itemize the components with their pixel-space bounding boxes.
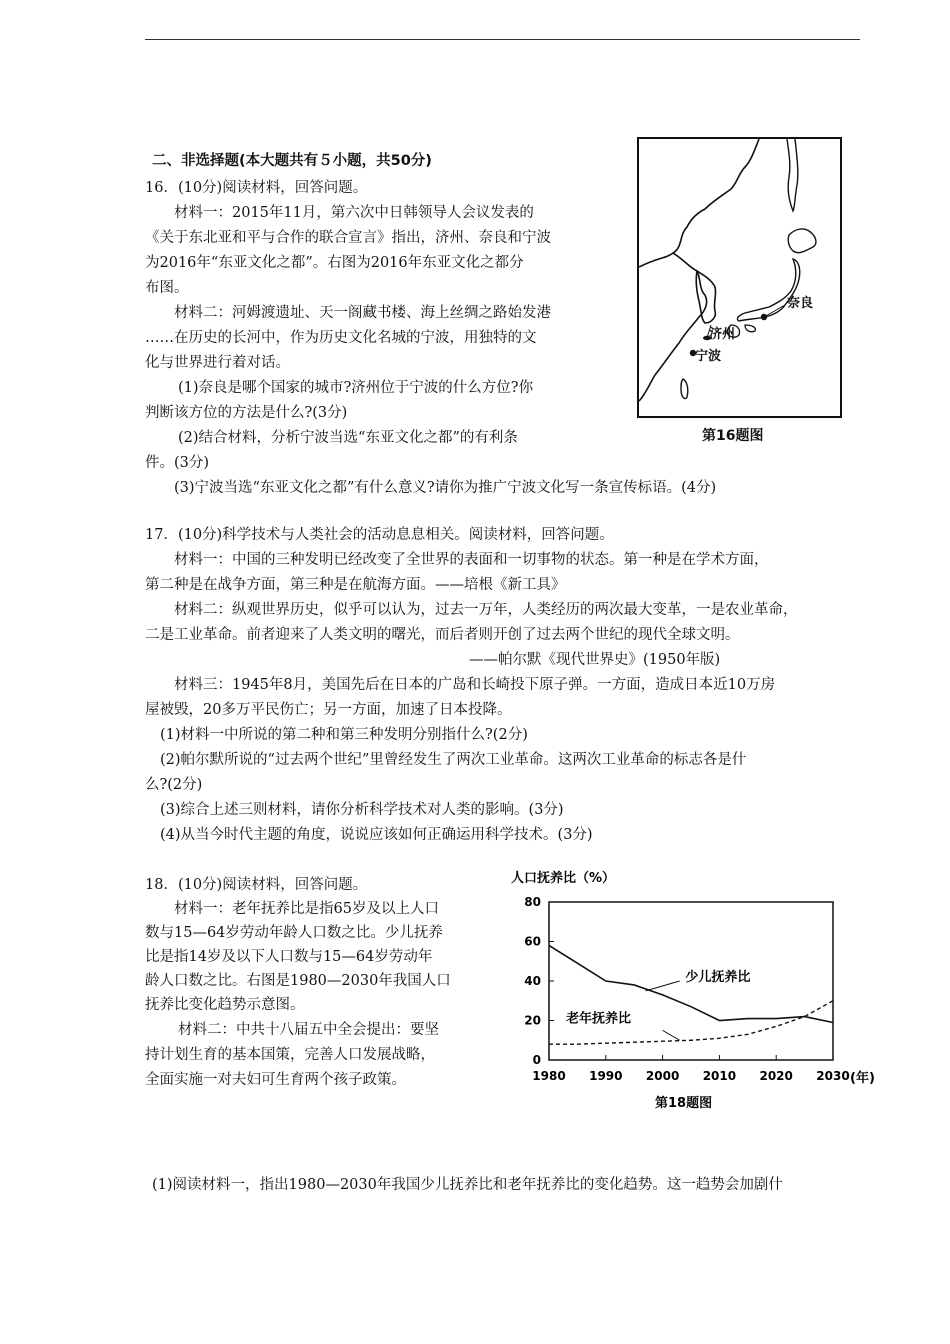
q18-m1-line: 抚养比变化趋势示意图。 (145, 997, 305, 1013)
q18-m1-line: 比是指14岁及以下人口数与15—64岁劳动年 (145, 949, 433, 965)
q18-m1-line: 数与15—64岁劳动年龄人口数之比。少儿抚养 (145, 925, 443, 941)
series-label-child-ratio: 少儿抚养比 (685, 970, 751, 986)
series-leader (646, 981, 680, 991)
q18-m1-line: 龄人口数之比。右图是1980—2030年我国人口 (145, 973, 451, 989)
x-tick-label: 2020 (759, 1069, 793, 1083)
q18-m2-line: 材料二：中共十八届五中全会提出：要坚 (178, 1022, 439, 1038)
map-label-ningbo: 宁波 (695, 349, 722, 364)
chart-xlabel: (年) (850, 1071, 875, 1086)
q17-q1: (1)材料一中所说的第二种和第三种发明分别指什么?(2分) (160, 727, 528, 743)
header-rule (145, 39, 860, 40)
y-tick-label: 60 (524, 934, 541, 949)
q17-m1-line: 第二种是在战争方面，第三种是在航海方面。——培根《新工具》 (145, 577, 566, 593)
dependency-ratio-chart (505, 866, 885, 1116)
chart-svg (505, 866, 885, 1116)
q16-m2-line: ……在历史的长河中，作为历史文化名城的宁波，用独特的文 (145, 330, 537, 346)
q16-q1-line: (1)奈良是哪个国家的城市?济州位于宁波的什么方位?你 (178, 380, 534, 396)
q16-m1-line: 材料一：2015年11月，第六次中日韩领导人会议发表的 (174, 205, 534, 221)
q16-m1-line: 《关于东北亚和平与合作的联合宣言》指出，济州、奈良和宁波 (145, 230, 551, 246)
q17-q3: (3)综合上述三则材料，请你分析科学技术对人类的影响。(3分) (160, 802, 564, 818)
q18-m2-line: 全面实施一对夫妇可生育两个孩子政策。 (145, 1072, 406, 1088)
map-label-nara: 奈良 (787, 296, 814, 311)
y-tick-label: 20 (524, 1013, 541, 1028)
q17-m2-line: 二是工业革命。前者迎来了人类文明的曙光，而后者则开创了过去两个世纪的现代全球文明。 (145, 627, 740, 643)
chart-title: 第18题图 (655, 1096, 713, 1111)
q18-m1-line: 材料一：老年抚养比是指65岁及以上人口 (174, 901, 439, 917)
chart-ylabel: 人口抚养比（%） (511, 871, 616, 886)
q17-q2-line: (2)帕尔默所说的“过去两个世纪”里曾经发生了两次工业革命。这两次工业革命的标志各是什 (160, 752, 747, 768)
y-tick-label: 0 (532, 1053, 541, 1067)
q16-m1-line: 布图。 (145, 280, 189, 296)
q18-q1: (1)阅读材料一，指出1980—2030年我国少儿抚养比和老年抚养比的变化趋势。这一趋势会加剧什 (152, 1177, 783, 1193)
q17-m2-line: 材料二：纵观世界历史，似乎可以认为，过去一万年，人类经历的两次最大变革，一是农业革命， (174, 602, 798, 618)
q16-q1-line: 判断该方位的方法是什么?(3分) (145, 405, 348, 421)
x-tick-label: 2030 (816, 1069, 850, 1083)
q18-head: 18．(10分)阅读材料，回答问题。 (145, 877, 368, 893)
y-tick-label: 40 (524, 974, 541, 988)
q17-q2-line: 么?(2分) (145, 777, 203, 793)
x-tick-label: 1980 (532, 1069, 566, 1083)
q17-m3-line: 材料三：1945年8月，美国先后在日本的广岛和长崎投下原子弹。一方面，造成日本近10万房 (174, 677, 776, 693)
q17-m2-source: ——帕尔默《现代世界史》(1950年版) (469, 652, 721, 668)
x-tick-label: 2010 (702, 1069, 737, 1083)
map-label-jeju: 济州 (709, 327, 736, 342)
q16-m1-line: 为2016年“东亚文化之都”。右图为2016年东亚文化之都分 (145, 255, 524, 271)
map-drawing (639, 139, 840, 416)
y-tick-label: 80 (524, 895, 541, 909)
q17-m3-line: 屋被毁，20多万平民伤亡；另一方面，加速了日本投降。 (145, 702, 512, 718)
q17-q4: (4)从当今时代主题的角度，说说应该如何正确运用科学技术。(3分) (160, 827, 593, 843)
q18-m2-line: 持计划生育的基本国策，完善人口发展战略， (145, 1047, 435, 1063)
q16-head: 16．(10分)阅读材料，回答问题。 (145, 180, 368, 196)
q17-m1-line: 材料一：中国的三种发明已经改变了全世界的表面和一切事物的状态。第一种是在学术方面， (174, 552, 769, 568)
q17-head: 17．(10分)科学技术与人类社会的活动息息相关。阅读材料，回答问题。 (145, 527, 614, 543)
series-label-elderly-ratio: 老年抚养比 (566, 1011, 632, 1027)
q16-map-caption: 第16题图 (702, 428, 764, 444)
q16-m2-line: 材料二：河姆渡遗址、天一阁藏书楼、海上丝绸之路始发港 (174, 305, 551, 321)
x-tick-label: 2000 (645, 1069, 680, 1083)
east-asia-map (637, 137, 842, 418)
q16-q3: (3)宁波当选“东亚文化之都”有什么意义?请你为推广宁波文化写一条宣传标语。(4分) (174, 480, 717, 496)
q16-q2-line: 件。(3分) (145, 455, 210, 471)
x-tick-label: 1990 (589, 1069, 623, 1083)
q16-m2-line: 化与世界进行着对话。 (145, 355, 290, 371)
q16-q2-line: (2)结合材料，分析宁波当选“东亚文化之都”的有利条 (178, 430, 518, 446)
series-leader (663, 1030, 680, 1040)
section-title: 二、非选择题(本大题共有５小题，共50分) (152, 153, 432, 169)
